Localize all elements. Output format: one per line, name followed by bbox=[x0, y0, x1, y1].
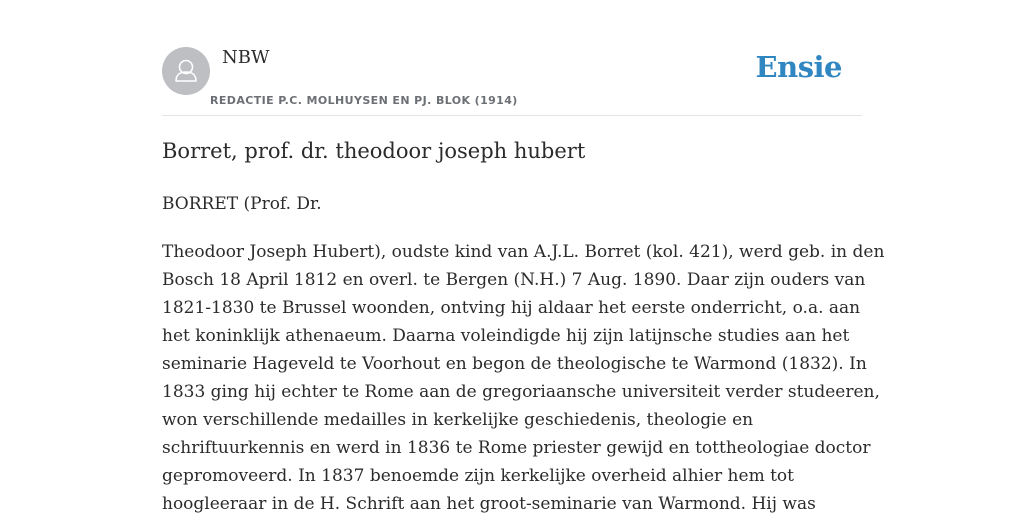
body-line: won verschillende medailles in kerkelijke geschiedenis, theologie en bbox=[162, 410, 754, 430]
body-line: 1833 ging hij echter te Rome aan de gregoriaansche universiteit verder studeeren, bbox=[162, 382, 880, 402]
body-line: Theodoor Joseph Hubert), oudste kind van A.J.L. Borret (kol. 421), werd geb. in den bbox=[162, 242, 885, 262]
body-line: Bosch 18 April 1812 en overl. te Bergen (N.H.) 7 Aug. 1890. Daar zijn ouders van bbox=[162, 270, 866, 290]
ensie-logo[interactable]: Ensie bbox=[755, 50, 842, 84]
article-body bbox=[162, 238, 885, 518]
avatar[interactable] bbox=[162, 47, 210, 95]
body-line: schriftuurkennis en werd in 1836 te Rome priester gewijd en tottheologiae doctor bbox=[162, 438, 871, 458]
body-line: seminarie Hageveld te Voorhout en begon de theologische te Warmond (1832). In bbox=[162, 354, 867, 374]
body-line: 1821-1830 te Brussel woonden, ontving hij aldaar het eerste onderricht, o.a. aan bbox=[162, 298, 861, 318]
source-header bbox=[162, 40, 862, 116]
source-name[interactable]: NBW bbox=[222, 47, 270, 68]
body-line: het koninklijk athenaeum. Daarna voleindigde hij zijn latijnsche studies aan het bbox=[162, 326, 850, 346]
user-icon bbox=[162, 47, 210, 95]
source-subtitle: REDACTIE P.C. MOLHUYSEN EN PJ. BLOK (1914) bbox=[210, 94, 518, 107]
article-title: Borret, prof. dr. theodoor joseph hubert bbox=[162, 139, 586, 163]
body-line: hoogleeraar in de H. Schrift aan het groot-seminarie van Warmond. Hij was bbox=[162, 494, 816, 514]
body-line: gepromoveerd. In 1837 benoemde zijn kerkelijke overheid alhier hem tot bbox=[162, 466, 794, 486]
article-lead: BORRET (Prof. Dr. bbox=[162, 194, 322, 214]
